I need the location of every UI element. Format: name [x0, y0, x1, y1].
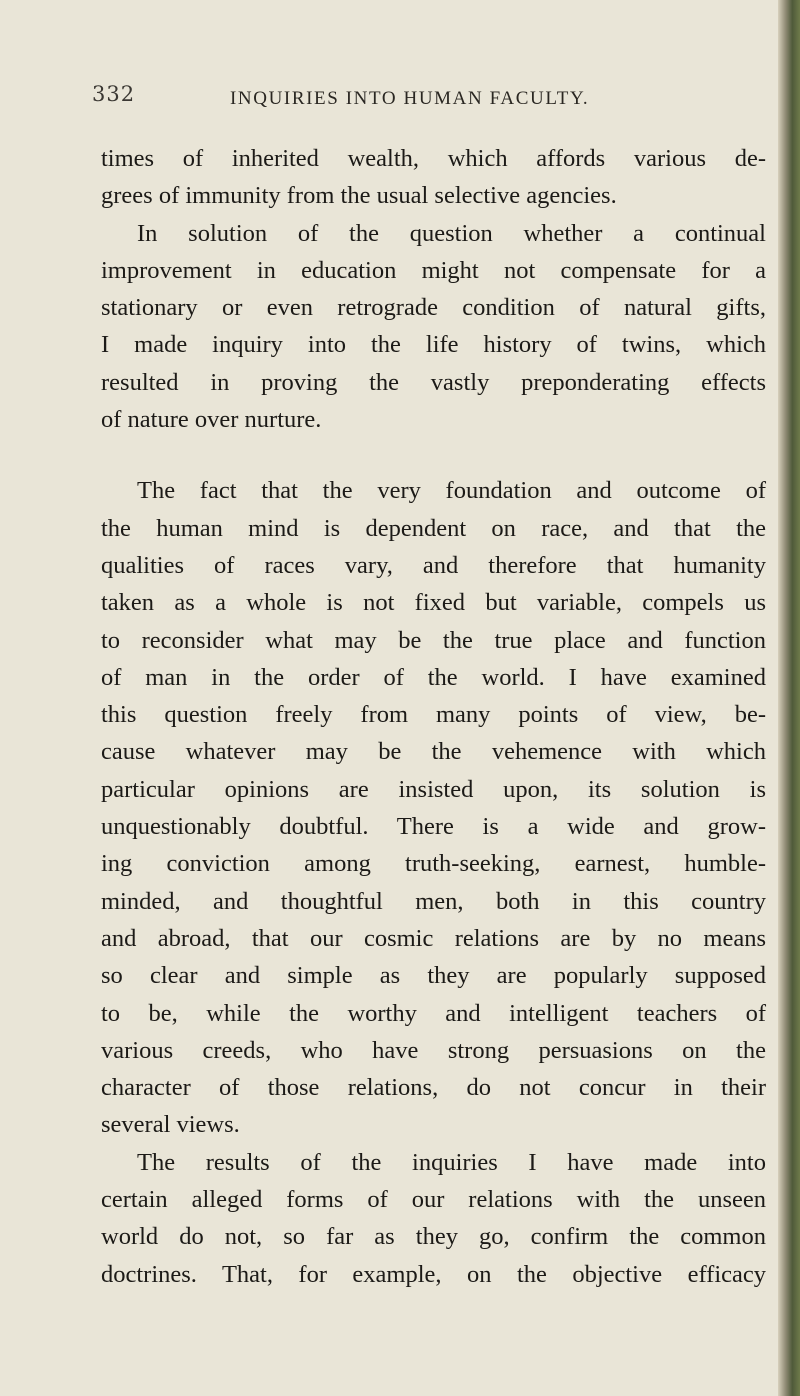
text-line: so clear and simple as they are popularly supposed — [101, 962, 766, 990]
text-line: minded, and thoughtful men, both in this country — [101, 887, 766, 915]
text-line: The fact that the very foundation and outcome of — [137, 477, 766, 505]
page-header — [92, 82, 742, 122]
text-line: the human mind is dependent on race, and that the — [101, 514, 766, 542]
running-head: INQUIRIES INTO HUMAN FACULTY. — [230, 88, 590, 109]
text-line: taken as a whole is not fixed but variable, compels us — [101, 589, 766, 617]
text-line: times of inherited wealth, which affords various de- — [101, 145, 766, 172]
text-line: improvement in education might not compensate for a — [101, 256, 766, 284]
text-line: of man in the order of the world. I have examined — [101, 663, 766, 691]
text-line: resulted in proving the vastly preponderating effects — [101, 368, 766, 396]
text-line: In solution of the question whether a continual — [137, 219, 766, 247]
text-line: I made inquiry into the life history of twins, which — [101, 331, 766, 359]
text-line: certain alleged forms of our relations with the unseen — [101, 1186, 766, 1214]
text-line: of nature over nurture. — [101, 406, 322, 434]
paragraph-gap — [101, 438, 766, 472]
page-edge — [778, 0, 800, 1396]
text-line: stationary or even retrograde condition of natural gifts, — [101, 294, 766, 322]
text-line: character of those relations, do not concur in their — [101, 1074, 766, 1102]
text-line: several views. — [101, 1111, 240, 1139]
text-line: this question freely from many points of view, be- — [101, 701, 766, 729]
text-line: qualities of races vary, and therefore that humanity — [101, 551, 766, 579]
page-number: 332 — [92, 82, 136, 106]
text-line: and abroad, that our cosmic relations are by no means — [101, 924, 766, 952]
text-line: ing conviction among truth-seeking, earnest, humble- — [101, 850, 766, 878]
text-line: doctrines. That, for example, on the objective efficacy — [101, 1260, 766, 1288]
text-line: world do not, so far as they go, confirm the common — [101, 1223, 766, 1251]
text-line: grees of immunity from the usual selective agencies. — [101, 182, 617, 210]
text-line: cause whatever may be the vehemence with which — [101, 738, 766, 766]
text-line: to reconsider what may be the true place and function — [101, 626, 766, 654]
body-text — [101, 140, 766, 1293]
text-line: various creeds, who have strong persuasions on the — [101, 1036, 766, 1064]
text-line: to be, while the worthy and intelligent teachers of — [101, 999, 766, 1027]
text-line: particular opinions are insisted upon, its solution is — [101, 775, 766, 803]
text-line: The results of the inquiries I have made into — [137, 1148, 766, 1176]
text-line: unquestionably doubtful. There is a wide and grow- — [101, 813, 766, 841]
